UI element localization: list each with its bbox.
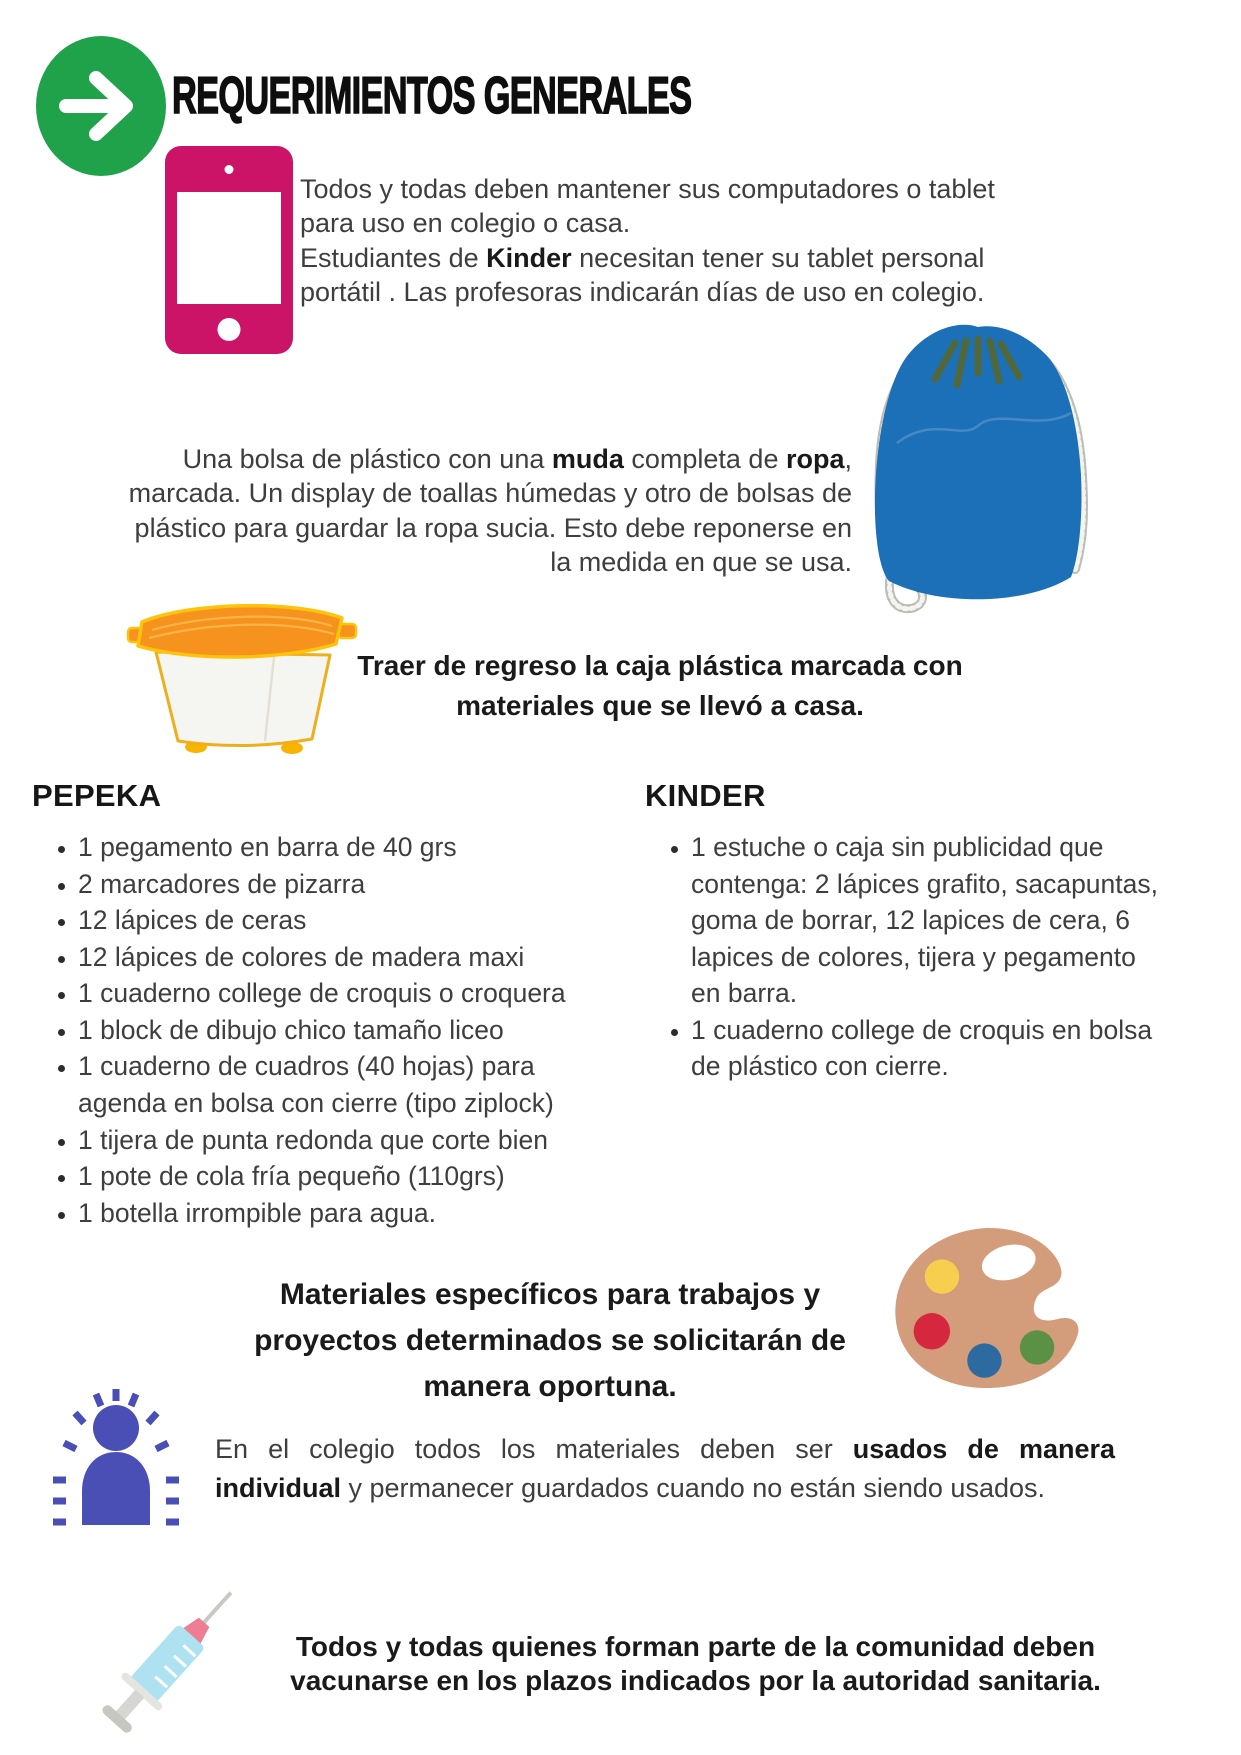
list-item: • 1 cuaderno college de croquis o croquera: [78, 975, 617, 1012]
kinder-list: [645, 829, 1165, 1085]
text-bold-muda: muda: [551, 444, 624, 474]
text-segment: Una bolsa de plástico con una: [182, 444, 552, 474]
vaccination-note: [238, 1630, 1153, 1698]
individual-use-text: [215, 1430, 1115, 1508]
list-item: • 1 block de dibujo chico tamaño liceo: [78, 1012, 617, 1049]
text-bold-kinder: Kinder: [486, 242, 572, 273]
person-icon: [50, 1388, 182, 1538]
list-item: • 1 pote de cola fría pequeño (110grs): [78, 1158, 617, 1195]
box-body: [156, 652, 330, 746]
drawstring-bag-icon: [845, 315, 1110, 615]
list-item: • 12 lápices de colores de madera maxi: [78, 939, 617, 976]
paint-dot-red: [914, 1313, 950, 1349]
pepeka-heading: PEPEKA: [32, 778, 162, 813]
list-item: • 12 lápices de ceras: [78, 902, 617, 939]
tablet-requirements-text: [300, 172, 1040, 309]
person-body: [82, 1452, 150, 1525]
list-item: • 2 marcadores de pizarra: [78, 866, 617, 903]
box-return-note: [310, 646, 1010, 726]
arrow-right-glyph: [36, 36, 166, 176]
text-segment: , marcada. Un display de toallas húmedas y otro de bolsas de plástico para guardar la ropa sucia. Esto debe reponerse en la medida en que se usa.: [128, 444, 852, 577]
note-line: vacunarse en los plazos indicados por la autoridad sanitaria.: [290, 1665, 1101, 1697]
specific-materials-note: [240, 1272, 860, 1410]
tablet-screen: [177, 192, 281, 304]
list-item: • 1 cuaderno college de croquis en bolsa de plástico con cierre.: [691, 1012, 1165, 1085]
list-item: • 1 botella irrompible para agua.: [78, 1195, 617, 1232]
paint-palette-icon: [886, 1222, 1091, 1394]
text-segment: necesitan tener su tablet personal portátil . Las profesoras indicarán días de uso en colegio.: [300, 242, 985, 307]
paint-dot-green: [1020, 1330, 1054, 1364]
list-item: • 1 pegamento en barra de 40 grs: [78, 829, 617, 866]
note-line: Materiales específicos para trabajos y: [279, 1278, 821, 1311]
text-bold-ropa: ropa: [785, 444, 845, 474]
note-line: proyectos determinados se solicitarán de: [254, 1323, 846, 1357]
tablet-camera-dot: [225, 165, 234, 174]
page-title: REQUERIMIENTOS GENERALES: [172, 67, 692, 125]
text-segment: Todos y todas deben mantener sus computadores o tablet para uso en colegio o casa.: [300, 174, 995, 239]
kinder-heading: KINDER: [645, 778, 766, 813]
note-line: Traer de regreso la caja plástica marcada con: [357, 650, 963, 681]
list-item: • 1 estuche o caja sin publicidad que contenga: 2 lápices grafito, sacapuntas, goma de borrar, 12 lapices de cera, 6 lapices de colores, tijera y pegamento en barra.: [691, 829, 1165, 1012]
syringe-needle: [201, 1591, 232, 1625]
note-line: materiales que se llevó a casa.: [456, 689, 864, 721]
arrow-right-circle-icon: [36, 36, 166, 176]
note-line: Todos y todas quienes forman parte de la comunidad deben: [295, 1631, 1096, 1662]
tablet-home-button: [218, 318, 241, 341]
person-head: [93, 1405, 139, 1451]
kinder-section: [645, 778, 1165, 1085]
tablet-icon: [165, 146, 293, 354]
text-segment: y permanecer guardados cuando no están siendo usados.: [341, 1473, 1045, 1504]
syringe-icon: [92, 1578, 252, 1738]
list-item: • 1 tijera de punta redonda que corte bien: [78, 1122, 617, 1159]
clothes-bag-text: [112, 442, 852, 579]
text-segment: En el colegio todos los materiales deben ser: [215, 1434, 853, 1464]
text-bold-individual: usados de manera individual: [215, 1434, 1116, 1504]
list-item: • 1 cuaderno de cuadros (40 hojas) para agenda en bolsa con cierre (tipo ziplock): [78, 1048, 617, 1121]
paint-dot-blue: [967, 1343, 1001, 1377]
note-line: manera oportuna.: [423, 1369, 677, 1403]
text-segment: Estudiantes de: [300, 242, 487, 273]
pepeka-section: [32, 778, 617, 1231]
text-segment: completa de: [623, 444, 786, 474]
paint-dot-yellow: [925, 1259, 959, 1293]
pepeka-list: [32, 829, 617, 1231]
